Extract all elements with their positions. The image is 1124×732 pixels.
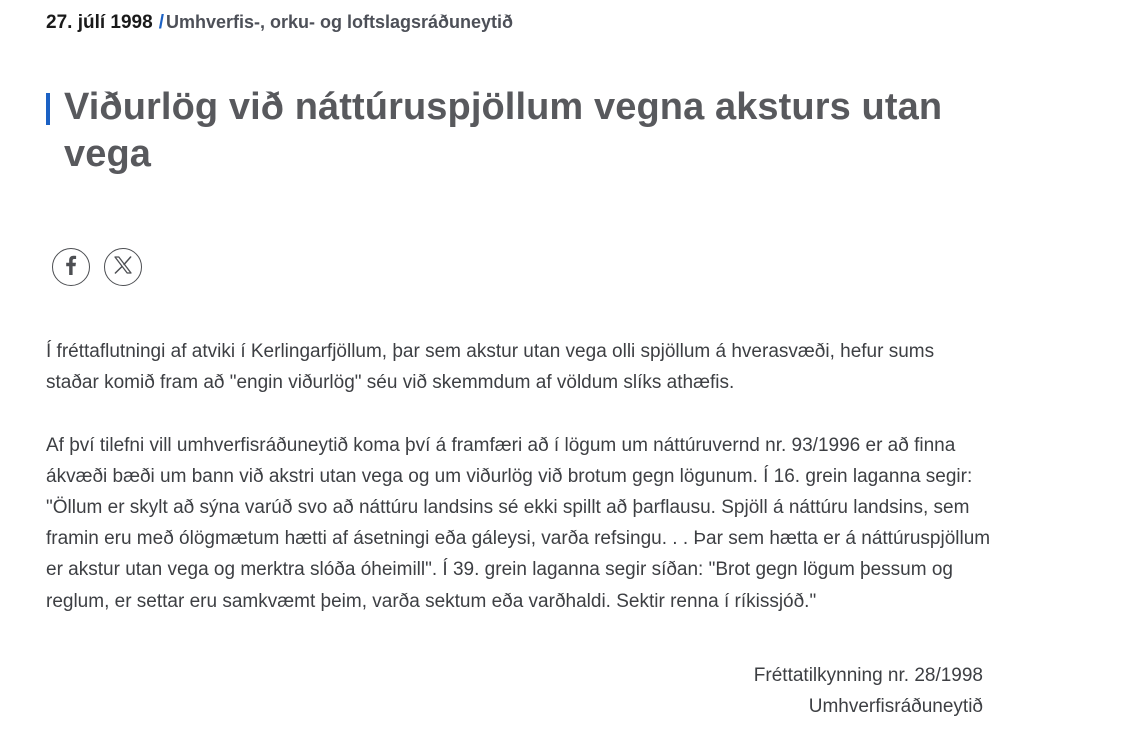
page-title: Viðurlög við náttúruspjöllum vegna aksturs utan vega xyxy=(64,86,943,175)
ministry-link[interactable]: Umhverfis-, orku- og loftslagsráðuneytið xyxy=(165,12,514,32)
meta-separator: / xyxy=(158,12,164,33)
article-signature xyxy=(46,660,983,722)
article-meta xyxy=(46,10,513,35)
publish-date: 27. júlí 1998 xyxy=(46,12,153,33)
paragraph-2: Af því tilefni vill umhverfisráðuneytið koma því á framfæri að í lögum um náttúruvernd nr. 93/1996 er að finna ákvæði bæði um bann við akstri utan vega og um viðurlög við brotum gegn lögunum. Í 16. grein laganna segir: "Öllum er skylt að sýna varúð svo að náttúru landsins sé ekki spillt að þarflausu. Spjöll á náttúru landsins, sem framin eru með ólögmætum hætti af ásetningi eða gáleysi, varða refsingu. . . Þar sem hætta er á náttúruspjöllum er akstur utan vega og merktra slóða óheimill". Í 39. grein laganna segir síðan: "Brot gegn lögum þessum og reglum, er settar eru samkvæmt þeim, varða sektum eða varðhaldi. Sektir renna í ríkissjóð." xyxy=(46,434,991,612)
facebook-icon xyxy=(65,255,77,280)
press-release-number: Fréttatilkynning nr. 28/1998 xyxy=(753,665,983,686)
signature-ministry: Umhverfisráðuneytið xyxy=(808,696,983,718)
facebook-share-button[interactable] xyxy=(52,248,90,286)
x-twitter-icon xyxy=(113,255,133,280)
share-buttons xyxy=(52,248,142,286)
paragraph-1: Í fréttaflutningi af atviki í Kerlingarfjöllum, þar sem akstur utan vega olli spjöllum á hverasvæði, hefur sums staðar komið fram að "engin viðurlög" séu við skemmdum af völdum slíks athæfis. xyxy=(46,341,935,394)
article-body xyxy=(46,336,991,648)
title-block xyxy=(46,84,966,178)
x-share-button[interactable] xyxy=(104,248,142,286)
title-accent-bar xyxy=(46,93,50,125)
